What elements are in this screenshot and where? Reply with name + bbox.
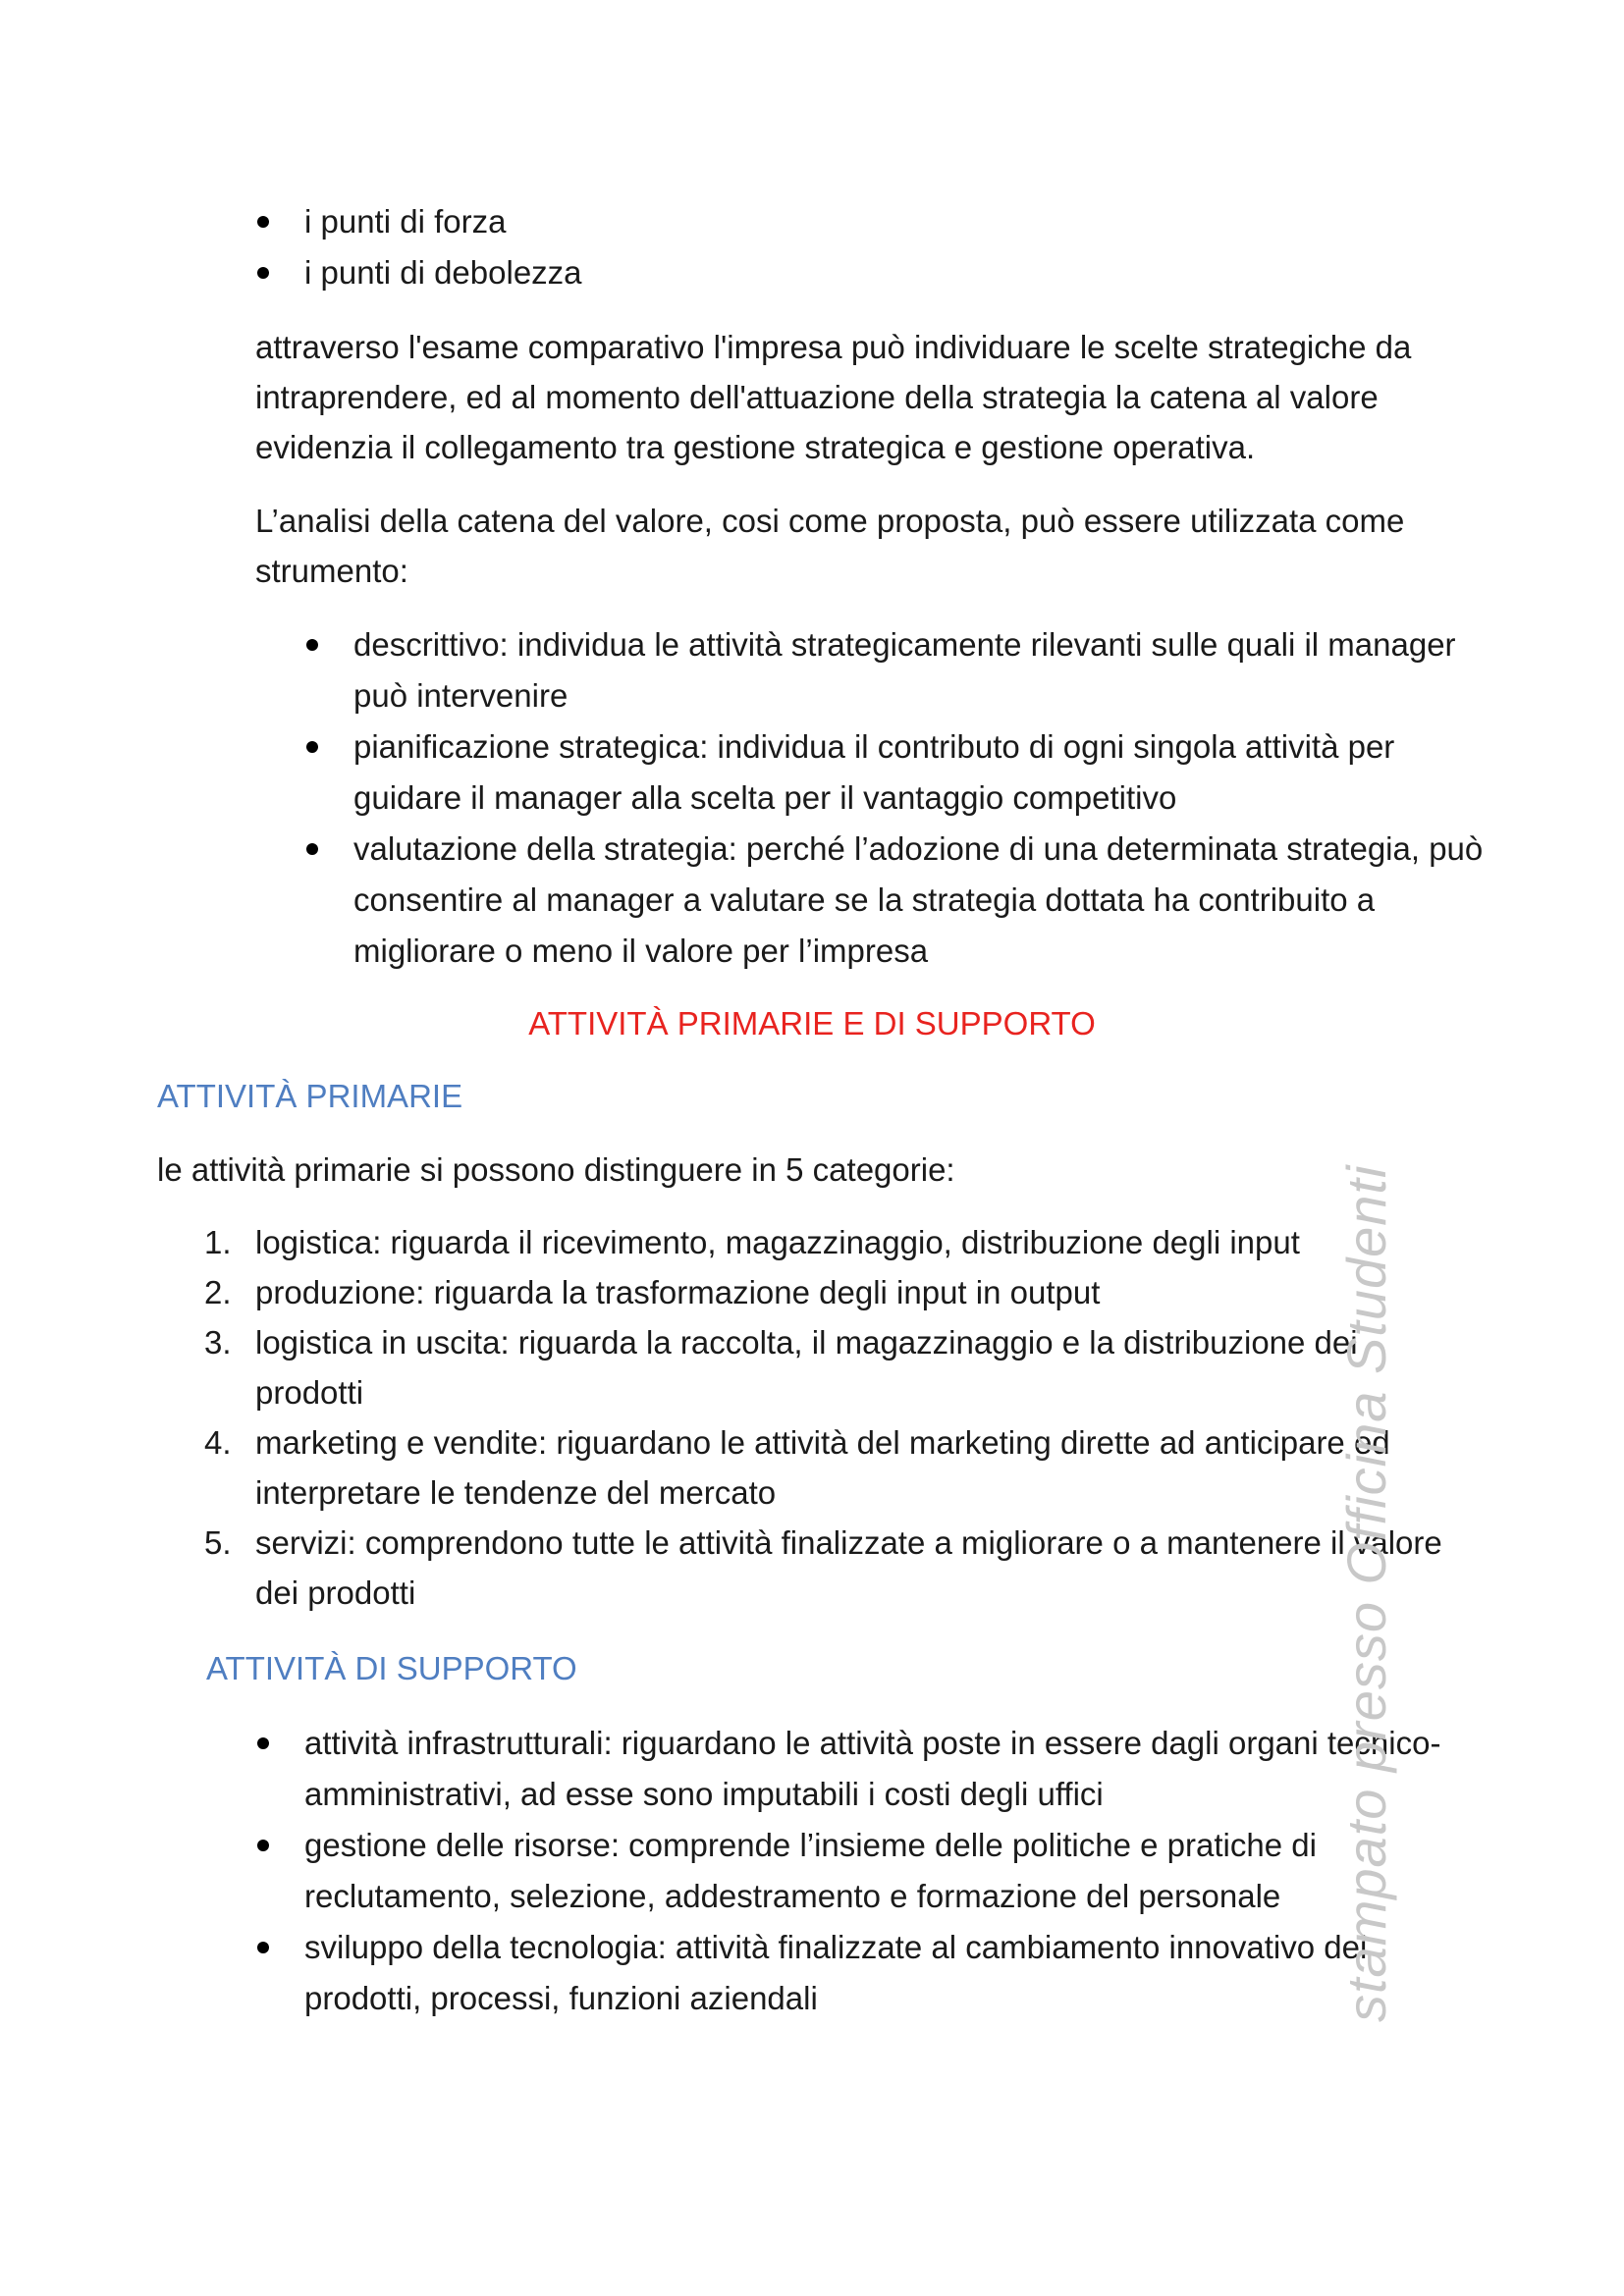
list-number: 3. — [204, 1324, 232, 1361]
list-number: 5. — [204, 1524, 232, 1561]
list-item: i punti di forza — [304, 196, 1483, 247]
list-item: i punti di debolezza — [304, 247, 1483, 298]
list-item: sviluppo della tecnologia: attività finalizzate al cambiamento innovativo dei prodotti, processi, funzioni aziendali — [304, 1922, 1483, 2024]
bullet-icon — [306, 639, 318, 651]
primary-activities-heading: ATTIVITÀ PRIMARIE — [157, 1078, 463, 1114]
list-item: attività infrastrutturali: riguardano le attività poste in essere dagli organi tecnico-amministrativi, ad esse sono imputabili i costi degli uffici — [304, 1718, 1483, 1820]
bullet-icon — [306, 843, 318, 855]
watermark: stampato presso Officina Studenti — [1335, 1164, 1397, 2022]
bullet-icon — [306, 741, 318, 753]
bullet-icon — [257, 267, 269, 279]
strengths-weaknesses-list — [304, 196, 1483, 298]
bullet-icon — [257, 1942, 269, 1953]
paragraph-value-chain-analysis: L’analisi della catena del valore, cosi come proposta, può essere utilizzata come strumento: — [255, 503, 1405, 589]
bullet-icon — [257, 216, 269, 228]
tool-uses-list — [353, 619, 1492, 977]
list-item: gestione delle risorse: comprende l’insieme delle politiche e pratiche di reclutamento, selezione, addestramento e formazione del personale — [304, 1820, 1483, 1922]
bullet-icon — [257, 1840, 269, 1851]
list-item: descrittivo: individua le attività strategicamente rilevanti sulle quali il manager può intervenire — [353, 619, 1492, 721]
list-number: 4. — [204, 1424, 232, 1461]
support-activities-heading: ATTIVITÀ DI SUPPORTO — [206, 1650, 577, 1686]
list-item: 5. servizi: comprendono tutte le attività finalizzate a migliorare o a mantenere il valore dei prodotti — [255, 1518, 1473, 1618]
list-item: 2. produzione: riguarda la trasformazione degli input in output — [255, 1267, 1473, 1317]
section-title: ATTIVITÀ PRIMARIE E DI SUPPORTO — [528, 1005, 1096, 1041]
list-item: pianificazione strategica: individua il contributo di ogni singola attività per guidare il manager alla scelta per il vantaggio competitivo — [353, 721, 1492, 824]
list-number: 1. — [204, 1224, 232, 1260]
list-item: 1. logistica: riguarda il ricevimento, magazzinaggio, distribuzione degli input — [255, 1217, 1473, 1267]
paragraph-comparative-exam: attraverso l'esame comparativo l'impresa può individuare le scelte strategiche da intraprendere, ed al momento dell'attuazione della strategia la catena al valore evidenzia il collegamento tra gestione strategica e gestione operativa. — [255, 329, 1412, 465]
list-item: 4. marketing e vendite: riguardano le attività del marketing dirette ad anticipare ed interpretare le tendenze del mercato — [255, 1417, 1473, 1518]
bullet-icon — [257, 1737, 269, 1749]
list-item: valutazione della strategia: perché l’adozione di una determinata strategia, può consentire al manager a valutare se la strategia dottata ha contribuito a migliorare o meno il valore per l’impresa — [353, 824, 1492, 977]
list-number: 2. — [204, 1274, 232, 1310]
primary-activities-intro: le attività primarie si possono distinguere in 5 categorie: — [157, 1151, 955, 1188]
support-activities-list — [304, 1718, 1483, 2024]
primary-activities-list — [204, 1217, 1473, 1618]
list-item: 3. logistica in uscita: riguarda la raccolta, il magazzinaggio e la distribuzione dei prodotti — [255, 1317, 1473, 1417]
